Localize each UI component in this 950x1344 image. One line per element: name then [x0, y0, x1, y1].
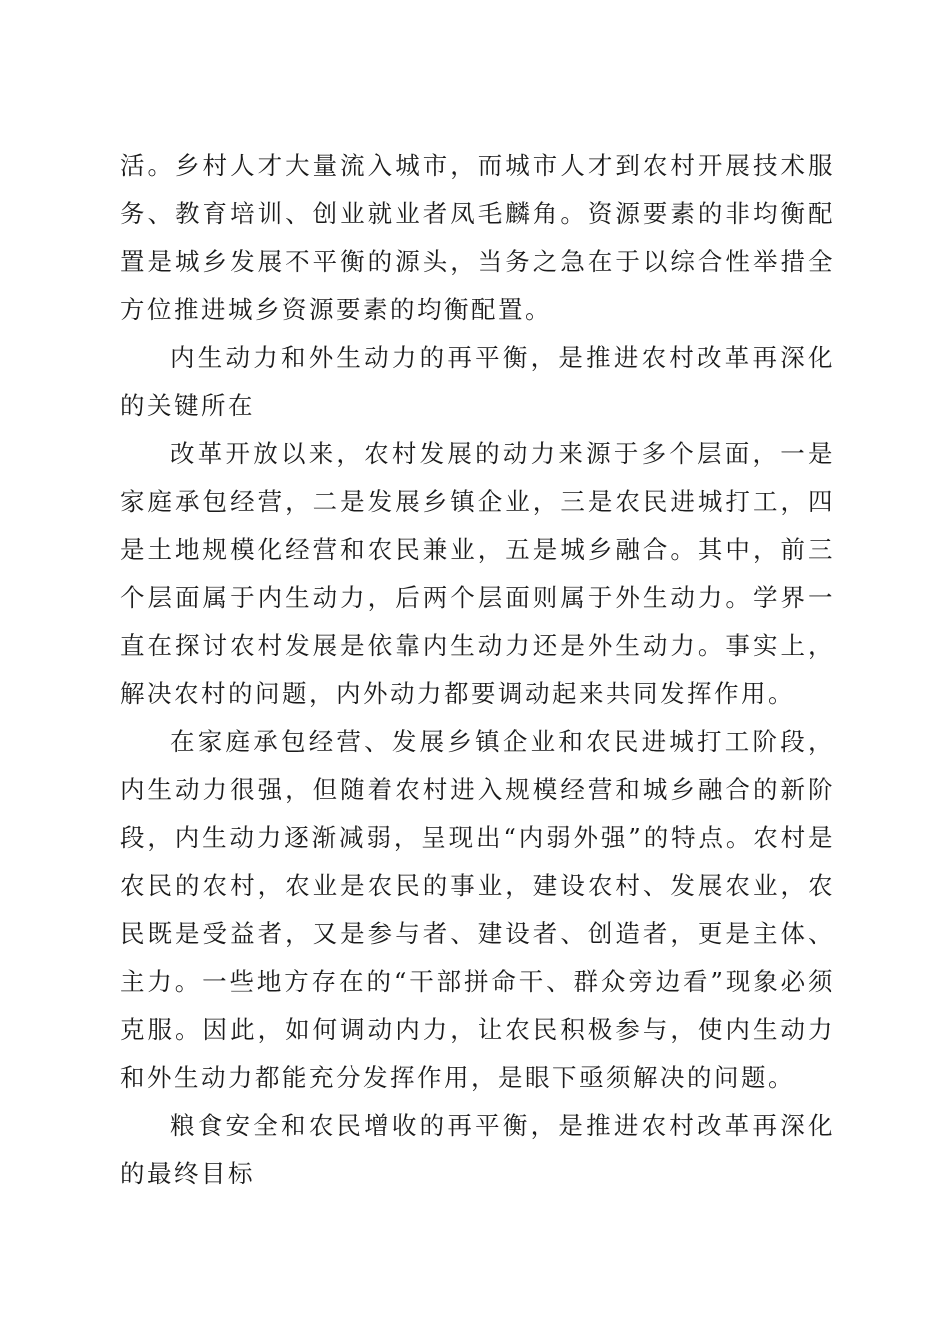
- section-heading-food-security-income: 粮食安全和农民增收的再平衡，是推进农村改革再深化的最终目标: [120, 1111, 835, 1188]
- paragraph-continuation: 活。乡村人才大量流入城市，而城市人才到农村开展技术服务、教育培训、创业就业者凤毛麟角。资源要素的非均衡配置是城乡发展不平衡的源头，当务之急在于以综合性举措全方位推进城乡资源要素的均衡配置。: [120, 151, 835, 324]
- section-heading-internal-external-dynamics: 内生动力和外生动力的再平衡，是推进农村改革再深化的关键所在: [120, 343, 835, 420]
- paragraph-dynamics-sources: 改革开放以来，农村发展的动力来源于多个层面，一是家庭承包经营，二是发展乡镇企业，三是农民进城打工，四是土地规模化经营和农民兼业，五是城乡融合。其中，前三个层面属于内生动力，后两个层面则属于外生动力。学界一直在探讨农村发展是依靠内生动力还是外生动力。事实上，解决农村的问题，内外动力都要调动起来共同发挥作用。: [120, 439, 835, 708]
- document-body: [120, 142, 835, 1198]
- paragraph-internal-dynamics-weakening: 在家庭承包经营、发展乡镇企业和农民进城打工阶段，内生动力很强，但随着农村进入规模经营和城乡融合的新阶段，内生动力逐渐减弱，呈现出“内弱外强”的特点。农村是农民的农村，农业是农民的事业，建设农村、发展农业，农民既是受益者，又是参与者、建设者、创造者，更是主体、主力。一些地方存在的“干部拼命干、群众旁边看”现象必须克服。因此，如何调动内力，让农民积极参与，使内生动力和外生动力都能充分发挥作用，是眼下亟须解决的问题。: [120, 727, 835, 1092]
